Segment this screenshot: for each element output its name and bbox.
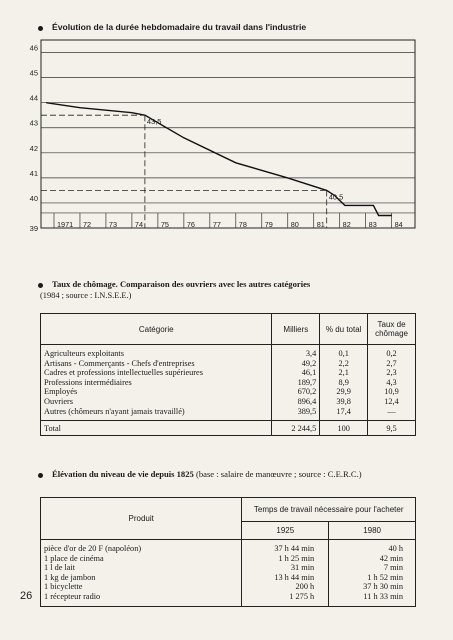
table-cell: 42 min bbox=[379, 553, 403, 563]
table-cell: 2,3 bbox=[386, 368, 397, 378]
x-tick-label: 72 bbox=[82, 220, 92, 229]
table-cell: Employés bbox=[44, 387, 78, 397]
table-cell: 10,9 bbox=[384, 387, 399, 397]
table-cell: 49,2 bbox=[301, 358, 317, 368]
x-tick-label: 82 bbox=[342, 220, 351, 229]
chart-annotations bbox=[41, 115, 343, 228]
chart-title: Évolution de la durée hebdomadaire du travail dans l'industrie bbox=[52, 22, 307, 32]
table-cell: 39,8 bbox=[336, 396, 351, 406]
table-cell: 2,2 bbox=[338, 358, 349, 368]
table-cell: Agriculteurs exploitants bbox=[44, 349, 124, 358]
table-cell: Ouvriers bbox=[44, 396, 74, 406]
chart-grid bbox=[41, 40, 415, 228]
table-cell: Cadres et professions intellectuelles supérieures bbox=[44, 368, 203, 378]
total-taux: 9,5 bbox=[368, 421, 416, 436]
col-header-1925: 1925 bbox=[242, 522, 329, 540]
x-tick-label: 75 bbox=[160, 220, 169, 229]
col-header-taux: Taux de chômage bbox=[368, 314, 416, 345]
total-pct: 100 bbox=[320, 421, 368, 436]
table-cell: 2,7 bbox=[386, 358, 397, 368]
milliers-cell bbox=[272, 345, 320, 421]
page-number: 26 bbox=[20, 590, 33, 602]
table-cell: 31 min bbox=[290, 563, 315, 573]
table-cell: 46,1 bbox=[301, 368, 317, 378]
y-tick-label: 40 bbox=[29, 193, 38, 203]
chart-ticks bbox=[30, 44, 403, 233]
plot-frame bbox=[41, 40, 415, 228]
table-cell: 189,7 bbox=[297, 377, 317, 387]
table-cell: 29,9 bbox=[336, 387, 351, 397]
table-cell: — bbox=[387, 406, 396, 416]
x-tick-label: 77 bbox=[212, 220, 221, 229]
table-cell: 0,2 bbox=[386, 349, 397, 358]
x-tick-label: 79 bbox=[264, 220, 273, 229]
x-tick-label: 80 bbox=[290, 220, 299, 229]
x-tick-label: 83 bbox=[368, 220, 377, 229]
y-tick-label: 45 bbox=[29, 68, 38, 78]
y-tick-label: 41 bbox=[29, 168, 38, 178]
table-cell: Artisans - Commerçants - Chefs d'entreprises bbox=[44, 358, 195, 368]
categories-cell bbox=[41, 345, 272, 421]
col-header-pct: % du total bbox=[320, 314, 368, 345]
t1980-cell bbox=[329, 540, 416, 607]
line-chart bbox=[0, 35, 453, 265]
col-header-milliers: Milliers bbox=[272, 314, 320, 345]
bullet-2 bbox=[38, 283, 43, 288]
table-cell: 896,4 bbox=[297, 396, 317, 406]
x-tick-label: 76 bbox=[186, 220, 195, 229]
table-cell: 1 récepteur radio bbox=[44, 591, 101, 601]
pct-cell bbox=[320, 345, 368, 421]
living-standard-title-rest: (base : salaire de manœuvre ; source : C.E.R.C.) bbox=[195, 469, 362, 479]
table-cell: 7 min bbox=[383, 563, 403, 573]
table-cell: 11 h 33 min bbox=[363, 591, 403, 601]
table-cell: 1 h 52 min bbox=[367, 572, 403, 582]
x-tick-label: 78 bbox=[238, 220, 247, 229]
table-cell: 1 l de lait bbox=[44, 563, 76, 573]
table-cell: Professions intermédiaires bbox=[44, 377, 132, 387]
bullet-3 bbox=[38, 473, 43, 478]
table-cell: 3,4 bbox=[305, 349, 317, 358]
bullet-1 bbox=[38, 26, 43, 31]
x-tick-label: 84 bbox=[394, 220, 403, 229]
table-cell: 2,1 bbox=[338, 368, 349, 378]
y-tick-label: 42 bbox=[29, 143, 38, 153]
table-cell: 1 kg de jambon bbox=[44, 572, 96, 582]
table-cell: 1 h 25 min bbox=[278, 553, 315, 563]
table-cell: 12,4 bbox=[384, 396, 399, 406]
y-tick-label: 46 bbox=[29, 43, 38, 53]
t1925-cell bbox=[242, 540, 329, 607]
table-cell: 37 h 44 min bbox=[274, 544, 315, 553]
x-tick-label: 1971 bbox=[56, 220, 74, 229]
y-tick-label: 39 bbox=[29, 224, 38, 233]
table-cell: Autres (chômeurs n'ayant jamais travaillé) bbox=[44, 406, 185, 416]
table-cell: 4,3 bbox=[386, 377, 397, 387]
table-cell: 40 h bbox=[388, 544, 403, 553]
data-label: 43,5 bbox=[146, 117, 162, 127]
col-header-1980: 1980 bbox=[329, 522, 416, 540]
total-label: Total bbox=[41, 421, 272, 436]
y-tick-label: 43 bbox=[29, 118, 38, 128]
table-cell: 0,1 bbox=[338, 349, 349, 358]
table-cell: 1 bicyclette bbox=[44, 582, 83, 592]
x-tick-label: 74 bbox=[134, 220, 144, 229]
col-header-temps: Temps de travail nécessaire pour l'acheter bbox=[242, 498, 416, 522]
data-label: 40,5 bbox=[328, 192, 344, 202]
total-milliers: 2 244,5 bbox=[272, 421, 320, 436]
table-cell: 389,5 bbox=[297, 406, 317, 416]
y-tick-label: 44 bbox=[29, 93, 38, 103]
table-cell: pièce d'or de 20 F (napoléon) bbox=[44, 544, 142, 553]
living-standard-heading bbox=[52, 469, 362, 479]
table-cell: 670,2 bbox=[297, 387, 317, 397]
col-header-categorie: Catégorie bbox=[41, 314, 272, 345]
x-tick-label: 81 bbox=[316, 220, 325, 229]
table-cell: 1 place de cinéma bbox=[44, 553, 104, 563]
table-cell: 37 h 30 min bbox=[363, 582, 403, 592]
x-tick-label: 73 bbox=[108, 220, 118, 229]
unemployment-subtitle: (1984 ; source : I.N.S.E.E.) bbox=[40, 291, 132, 300]
table-cell: 200 h bbox=[295, 582, 315, 592]
col-header-produit: Produit bbox=[41, 498, 242, 540]
living-standard-table bbox=[40, 497, 416, 607]
table-cell: 13 h 44 min bbox=[274, 572, 315, 582]
produits-cell bbox=[41, 540, 242, 607]
taux-cell bbox=[368, 345, 416, 421]
unemployment-table bbox=[40, 313, 416, 436]
table-cell: 8,9 bbox=[338, 377, 349, 387]
table-cell: 1 275 h bbox=[289, 591, 315, 601]
living-standard-title: Élévation du niveau de vie depuis 1825 bbox=[52, 469, 194, 479]
unemployment-title: Taux de chômage. Comparaison des ouvriers avec les autres catégories bbox=[52, 279, 311, 289]
table-cell: 17,4 bbox=[336, 406, 351, 416]
